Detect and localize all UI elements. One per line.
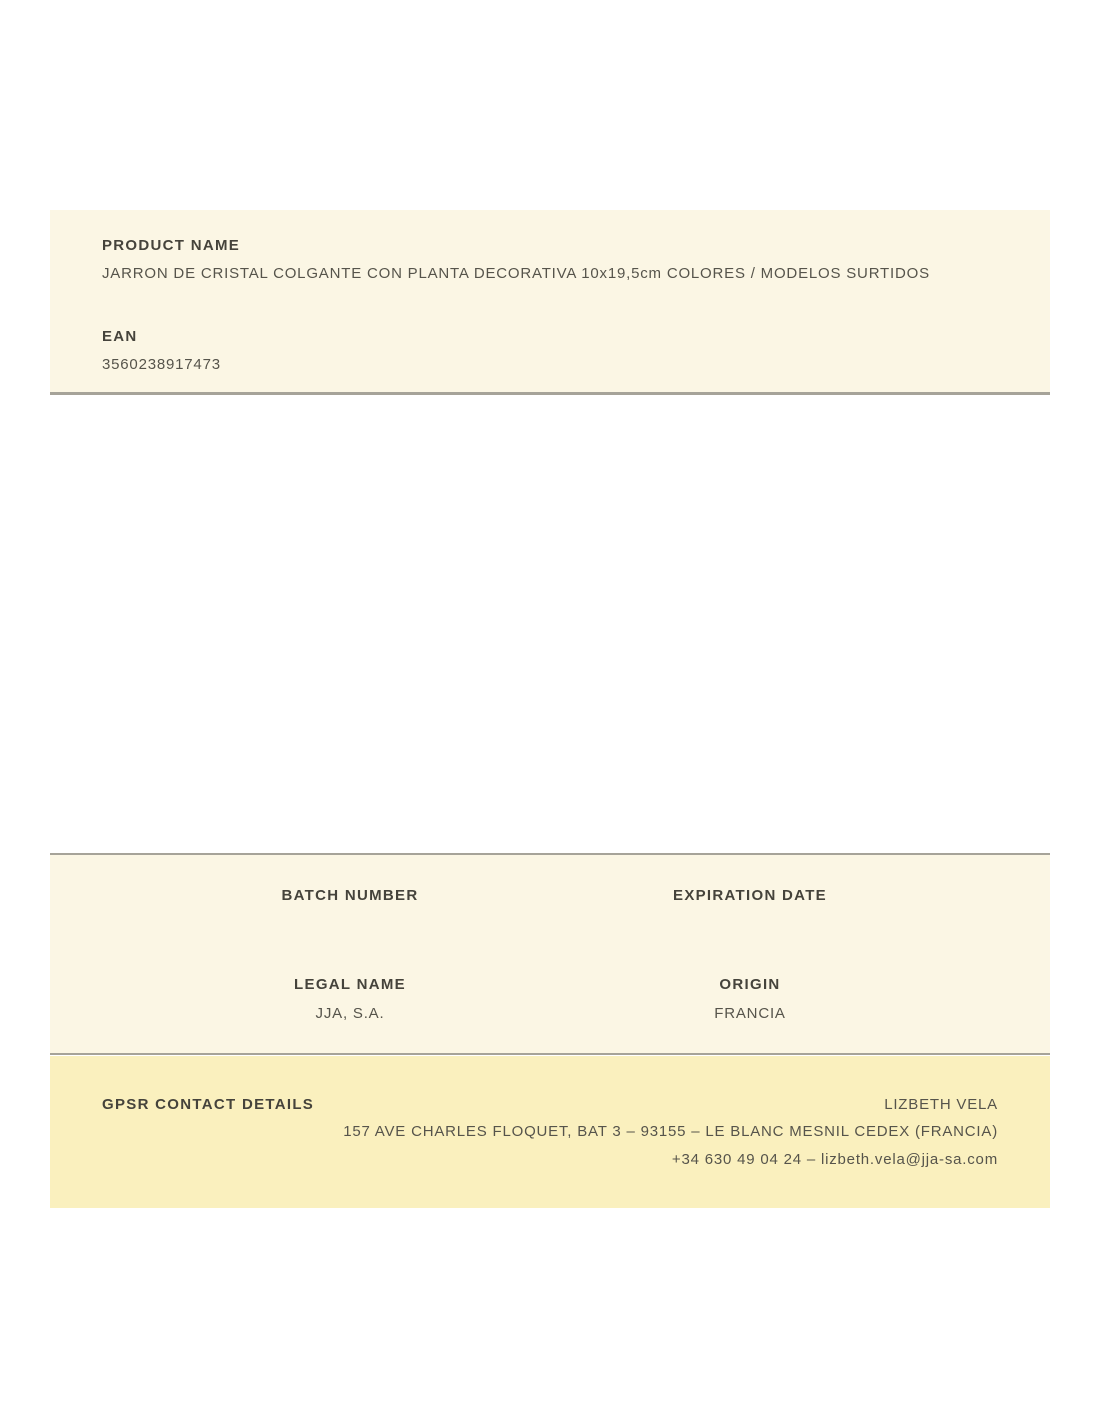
ean-label: EAN bbox=[102, 328, 138, 345]
gpsr-address: 157 AVE CHARLES FLOQUET, BAT 3 – 93155 – LE BLANC MESNIL CEDEX (FRANCIA) bbox=[343, 1123, 998, 1140]
legal-name-label: LEGAL NAME bbox=[294, 976, 406, 993]
legal-name-field bbox=[150, 977, 550, 1022]
details-grid bbox=[150, 888, 950, 1022]
origin-label: ORIGIN bbox=[719, 976, 781, 993]
expiration-date-field bbox=[550, 888, 950, 977]
details-right-column bbox=[550, 888, 950, 1022]
gpsr-heading: GPSR CONTACT DETAILS bbox=[102, 1096, 315, 1113]
origin-value: FRANCIA bbox=[714, 1005, 786, 1022]
origin-field bbox=[550, 977, 950, 1022]
legal-name-value: JJA, S.A. bbox=[315, 1005, 385, 1022]
ean-value: 3560238917473 bbox=[102, 356, 221, 373]
gpsr-contact-section bbox=[50, 1056, 1050, 1208]
gpsr-header-row bbox=[102, 1097, 998, 1113]
batch-number-field bbox=[150, 888, 550, 977]
batch-number-label: BATCH NUMBER bbox=[281, 887, 419, 904]
expiration-date-label: EXPIRATION DATE bbox=[673, 887, 827, 904]
gpsr-phone-email: +34 630 49 04 24 – lizbeth.vela@jja-sa.com bbox=[671, 1151, 998, 1168]
product-name-value: JARRON DE CRISTAL COLGANTE CON PLANTA DECORATIVA 10x19,5cm COLORES / MODELOS SURTIDOS bbox=[102, 265, 930, 282]
product-name-label: PRODUCT NAME bbox=[102, 237, 241, 254]
product-info-section bbox=[50, 210, 1050, 395]
details-left-column bbox=[150, 888, 550, 1022]
gpsr-contact-name: LIZBETH VELA bbox=[884, 1096, 998, 1113]
batch-origin-section bbox=[50, 853, 1050, 1055]
